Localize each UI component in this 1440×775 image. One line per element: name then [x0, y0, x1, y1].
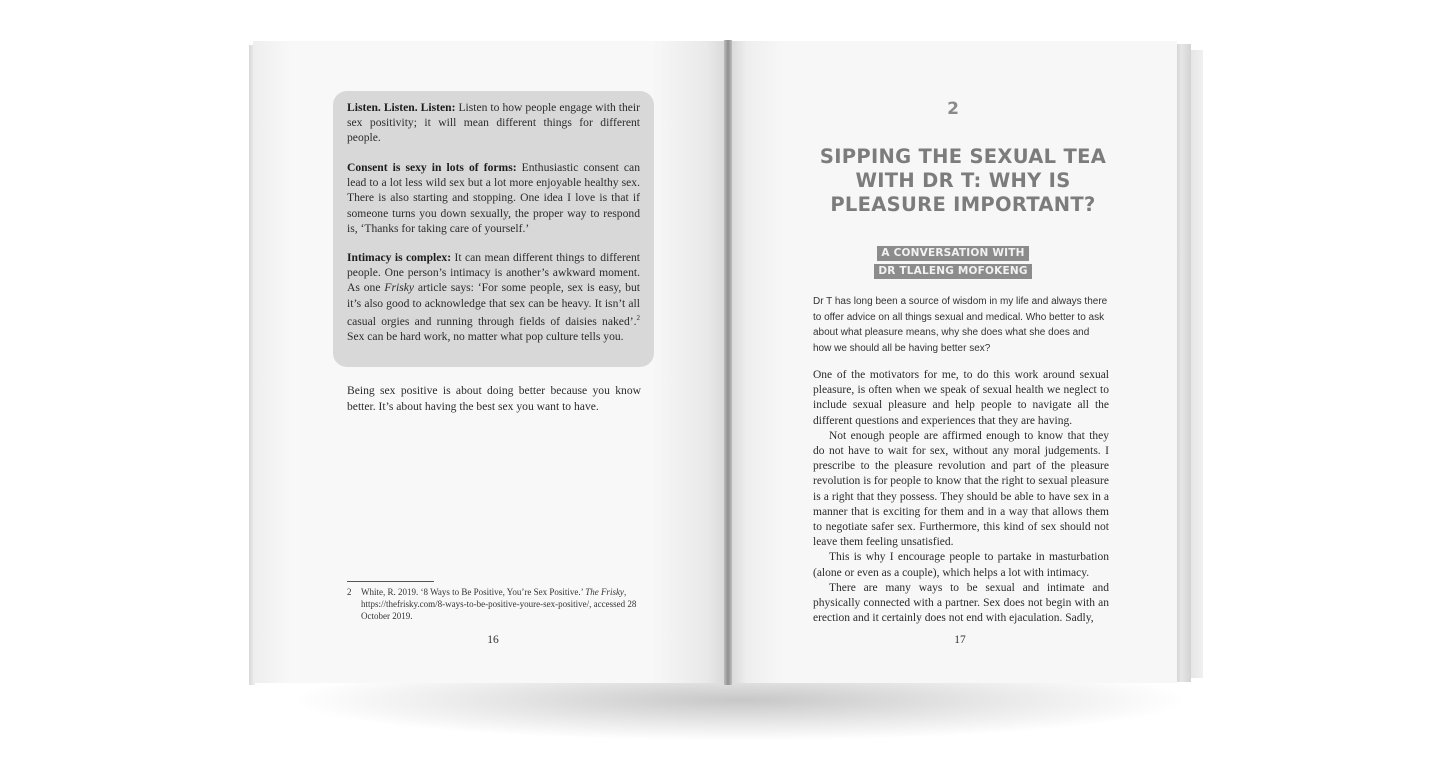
tip-intimacy-italic: Frisky — [384, 281, 414, 295]
closing-paragraph: Being sex positive is about doing better because you know better. It’s about having the best sex you want to have. — [347, 384, 641, 413]
tip-listen-text: Listen to how people engage with their sex positivity; it will mean different things for different people. — [347, 101, 641, 145]
book-gutter — [724, 40, 732, 685]
left-page — [253, 41, 726, 683]
tip-listen — [347, 100, 640, 146]
tips-box — [333, 91, 654, 367]
chapter-title: SIPPING THE SEXUAL TEA WITH DR T: WHY IS PLEASURE IMPORTANT? — [819, 145, 1107, 216]
chapter-number: 2 — [947, 99, 959, 119]
page-number-left: 16 — [487, 634, 499, 646]
body-paragraph: One of the motivators for me, to do this work around sexual pleasure, is often when we speak of sexual health we neglect to include sexual pleasure and help people to navigate all the different questions and experiences that they are having. — [813, 369, 1109, 427]
chapter-intro: Dr T has long been a source of wisdom in my life and always there to offer advice on all things sexual and medical. Who better to ask about what pleasure means, why she does what she does and how we should all be having better sex? — [813, 296, 1108, 354]
footnote-rule — [347, 581, 434, 582]
footnote-italic: The Frisky — [585, 587, 624, 597]
right-page — [729, 41, 1177, 683]
footnote-text-a: White, R. 2019. ‘8 Ways to Be Positive, You’re Sex Positive.’ — [361, 587, 586, 597]
tip-consent — [347, 160, 640, 236]
tip-listen-heading: Listen. Listen. Listen: — [347, 101, 456, 114]
body-paragraph: This is why I encourage people to partake in masturbation (alone or even as a couple), which helps a lot with intimacy. — [813, 551, 1109, 579]
footnote-number: 2 — [347, 587, 352, 597]
body-paragraph: Not enough people are affirmed enough to know that they do not have to wait for sex, without any moral judgements. I prescribe to the pleasure revolution and part of the pleasure revolution is for people to know that the right to sexual pleasure is a right that they possess. They should be able to have sex in a manner that is exciting for them and in a way that allows them to negotiate safer sex. Furthermore, this kind of sex should not leave them feeling unsatisfied. — [813, 429, 1109, 549]
tip-intimacy — [347, 250, 640, 344]
conversation-banner — [729, 243, 1177, 279]
footnote-ref: 2 — [636, 313, 640, 322]
body-paragraph: There are many ways to be sexual and intimate and physically connected with a partner. Sex does not begin with an erection and it certainly does not end with ejaculation. Sadly, — [813, 581, 1109, 625]
tip-intimacy-text-a: It can mean different things to different people. One person’s intimacy is another’s awkward moment. As one — [347, 251, 640, 295]
footnote-text-b: , https://thefrisky.com/8-ways-to-be-positive-youre-sex-positive/, accessed 28 October 2019. — [361, 587, 637, 621]
conversation-line-1: A CONVERSATION WITH — [877, 246, 1028, 261]
page-number-right: 17 — [954, 634, 966, 646]
tip-consent-heading: Consent is sexy in lots of forms: — [347, 161, 517, 174]
right-page-stack-outer — [1189, 50, 1203, 678]
tip-intimacy-text-b: article says: ‘For some people, sex is easy, but it’s also good to acknowledge that sex can be heavy. It isn’t all casual orgies and running through fields of daisies naked’. — [347, 281, 640, 328]
conversation-line-2: DR TLALENG MOFOKENG — [874, 264, 1031, 279]
chapter-body — [813, 368, 1109, 626]
tip-consent-text: Enthusiastic consent can lead to a lot less wild sex but a lot more enjoyable healthy sex. There is also starting and stopping. One idea I love is that if someone turns you down sexually, the proper way to respond is, ‘Thanks for taking care of yourself.’ — [347, 161, 641, 235]
right-page-stack — [1175, 44, 1191, 682]
tip-intimacy-text-c: Sex can be hard work, no matter what pop culture tells you. — [347, 329, 624, 343]
footnote-text — [361, 586, 645, 622]
tip-intimacy-heading: Intimacy is complex: — [347, 251, 452, 264]
